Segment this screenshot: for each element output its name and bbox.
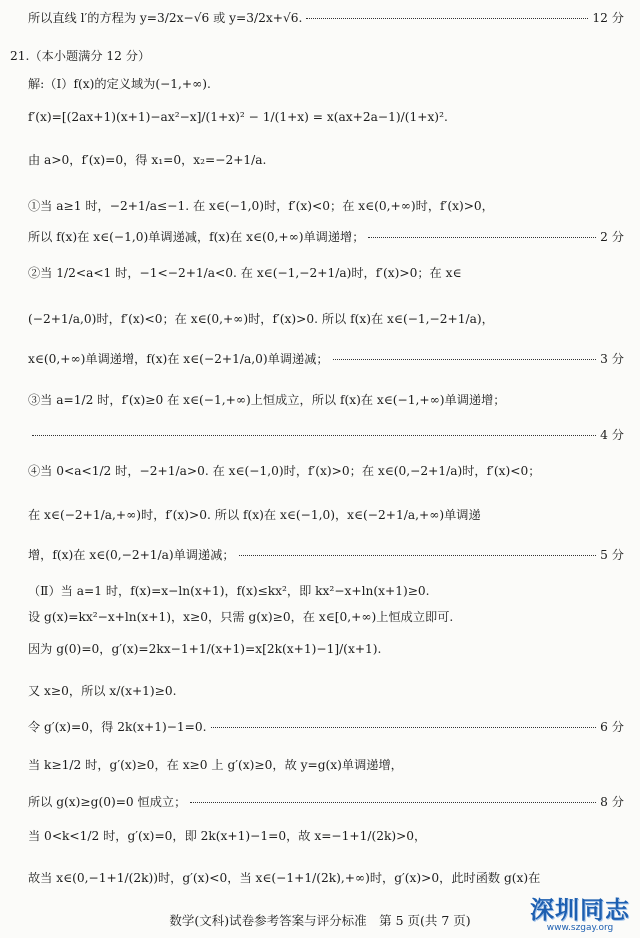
score-marker: 5 分 <box>600 548 624 562</box>
page-footer: 数学(文科)试卷参考答案与评分标准 第 5 页(共 7 页) <box>169 913 471 928</box>
line-text: 设 g(x)=kx²−x+ln(x+1)，x≥0，只需 g(x)≥0，在 x∈[0,+∞)上恒成立即可. <box>28 610 454 624</box>
watermark-logo-text: 深圳同志 <box>530 896 630 924</box>
line-text: 又 x≥0，所以 x/(x+1)≥0. <box>28 684 177 698</box>
solution-line <box>28 153 624 168</box>
dot-leader <box>211 727 597 728</box>
score-marker: 3 分 <box>600 352 624 366</box>
solution-line <box>28 266 624 281</box>
solution-line <box>28 199 624 214</box>
solution-line <box>28 312 624 327</box>
line-text: 所以直线 l′的方程为 y=3/2x−√6 或 y=3/2x+√6. <box>28 11 303 25</box>
line-text: 由 a>0，f′(x)=0，得 x₁=0，x₂=−2+1/a. <box>28 153 267 167</box>
line-text: 当 0<k<1/2 时，g′(x)=0，即 2k(x+1)−1=0，故 x=−1+1/(2k)>0， <box>28 829 427 843</box>
line-text: ②当 1/2<a<1 时，−1<−2+1/a<0. 在 x∈(−1,−2+1/a)时，f′(x)>0；在 x∈ <box>28 266 462 280</box>
score-marker: 4 分 <box>600 428 624 442</box>
dot-leader <box>239 555 597 556</box>
solution-line <box>28 758 624 773</box>
dot-leader <box>306 18 588 19</box>
score-marker: 2 分 <box>600 230 624 244</box>
line-text: (−2+1/a,0)时，f′(x)<0；在 x∈(0,+∞)时，f′(x)>0. 所以 f(x)在 x∈(−1,−2+1/a)， <box>28 312 494 326</box>
solution-line <box>28 77 624 92</box>
dot-leader <box>368 237 596 238</box>
solution-line <box>28 829 624 844</box>
solution-line <box>28 508 624 523</box>
solution-line <box>28 393 624 408</box>
line-text: 所以 f(x)在 x∈(−1,0)单调递减，f(x)在 x∈(0,+∞)单调递增； <box>28 230 365 244</box>
solution-line <box>28 428 624 443</box>
line-text: f′(x)=[(2ax+1)(x+1)−ax²−x]/(1+x)² − 1/(1+x) = x(ax+2a−1)/(1+x)². <box>28 110 448 124</box>
line-text: ③当 a=1/2 时，f′(x)≥0 在 x∈(−1,+∞)上恒成立，所以 f(x)在 x∈(−1,+∞)单调递增； <box>28 393 506 407</box>
solution-line <box>28 11 624 26</box>
solution-line <box>28 795 624 810</box>
score-marker: 6 分 <box>600 720 624 734</box>
line-text: 所以 g(x)≥g(0)=0 恒成立； <box>28 795 187 809</box>
solution-line <box>10 49 624 64</box>
solution-line <box>28 110 624 125</box>
line-text: 解:（Ⅰ）f(x)的定义域为(−1,+∞). <box>28 77 211 91</box>
line-text: ①当 a≥1 时，−2+1/a≤−1. 在 x∈(−1,0)时，f′(x)<0；在 x∈(0,+∞)时，f′(x)>0， <box>28 199 494 213</box>
line-text: 当 k≥1/2 时，g′(x)≥0，在 x≥0 上 g′(x)≥0，故 y=g(x)单调递增， <box>28 758 403 772</box>
line-text: 因为 g(0)=0，g′(x)=2kx−1+1/(x+1)=x[2k(x+1)−1]/(x+1). <box>28 642 382 656</box>
solution-line <box>28 610 624 625</box>
watermark-url: www.szgay.org <box>546 923 614 933</box>
solution-line <box>28 720 624 735</box>
solution-line <box>28 352 624 367</box>
solution-line <box>28 230 624 245</box>
dot-leader <box>190 802 596 803</box>
line-text: 令 g′(x)=0，得 2k(x+1)−1=0. <box>28 720 207 734</box>
solution-line <box>28 684 624 699</box>
dot-leader <box>333 359 597 360</box>
solution-line <box>28 871 624 886</box>
solution-line <box>28 584 624 599</box>
score-marker: 12 分 <box>592 11 624 25</box>
solution-line <box>28 548 624 563</box>
solution-line <box>28 464 624 479</box>
solution-line <box>28 642 624 657</box>
line-text: x∈(0,+∞)单调递增，f(x)在 x∈(−2+1/a,0)单调递减； <box>28 352 329 366</box>
line-text: 在 x∈(−2+1/a,+∞)时，f′(x)>0. 所以 f(x)在 x∈(−1,0)，x∈(−2+1/a,+∞)单调递 <box>28 508 481 522</box>
line-text: 21.（本小题满分 12 分） <box>10 49 151 63</box>
line-text: 故当 x∈(0,−1+1/(2k))时，g′(x)<0，当 x∈(−1+1/(2k),+∞)时，g′(x)>0，此时函数 g(x)在 <box>28 871 541 885</box>
line-text: 增，f(x)在 x∈(0,−2+1/a)单调递减； <box>28 548 235 562</box>
line-text: ④当 0<a<1/2 时，−2+1/a>0. 在 x∈(−1,0)时，f′(x)>0；在 x∈(0,−2+1/a)时，f′(x)<0； <box>28 464 541 478</box>
score-marker: 8 分 <box>600 795 624 809</box>
watermark-logo <box>530 890 630 936</box>
line-text: （Ⅱ）当 a=1 时，f(x)=x−ln(x+1)，f(x)≤kx²，即 kx²−x+ln(x+1)≥0. <box>28 584 430 598</box>
dot-leader <box>32 435 596 436</box>
